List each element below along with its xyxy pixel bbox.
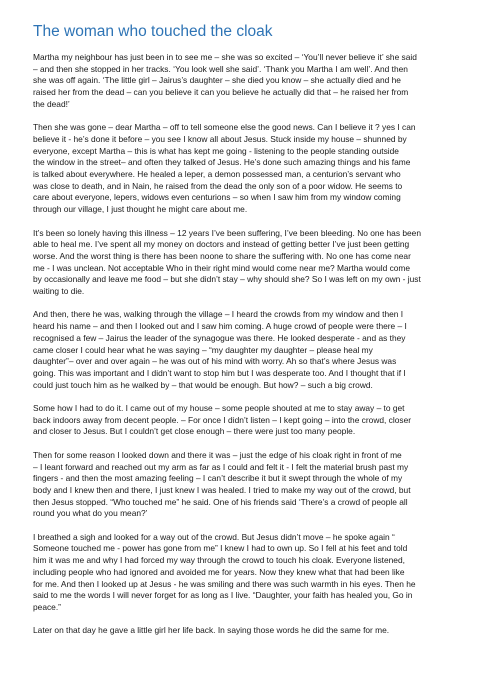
paragraph-2: Then she was gone – dear Martha – off to tell someone else the good news. Can I believe it ? yes I can believe it - he’s done it before – you see I know all about Jesus. Stuck inside my house – shunned by everyone, except Martha – this is what has kept me going - listening to the people standing outside the window in the street– and often they talked of Jesus. He’s done such amazing things and his fame is talked about everywhere. He healed a leper, a demon possessed man, a centurion’s servant who was close to death, and in Nain, he raised from the dead the only son of a poor widow. He seems to care about everyone, lepers, widows even centurions – so when I saw him from my window coming through our village, I just thought he might care about me. [33,122,416,215]
paragraph-6: Then for some reason I looked down and there it was – just the edge of his cloak right in front of me – I leant forward and reached out my arm as far as I could and felt it - I felt the material brush past my fingers - and then the most amazing feeling – I can’t describe it but it swept through the whole of my body and I knew then and there, I just knew I was healed. I tried to make my way out of the crowd, but then Jesus stopped. “Who touched me” he said. One of his friends said ‘There’s a crowd of people all round you what do you mean?’ [33,449,411,519]
paragraph-7: I breathed a sigh and looked for a way out of the crowd. But Jesus didn’t move – he spoke again “ Someone touched me - power has gone from me” I knew I had to own up. So I fell at his feet and told him it was me and why I had forced my way through the crowd to touch his cloak. Everyone listened, including people who had ignored and avoided me for years. Now they knew what that had been like for me. And then I looked up at Jesus - he was smiling and there was such warmth in his eyes. Then he said to me the words I will never forget for as long as I live. “Daughter, your faith has healed you, Go in peace.” [33,531,416,612]
paragraph-3: It’s been so lonely having this illness – 12 years I’ve been suffering, I’ve been bleeding. No one has been able to heal me. I’ve spent all my money on doctors and instead of getting better I’ve just been getting worse. And the worst thing is there has been noone to share the suffering with. No one has come near me - I was unclean. Not acceptable Who in their right mind would come near me? Martha would come by occasionally and leave me food – but she didn’t stay – why should she? So I was left on my own - just waiting to die. [33,227,421,297]
document-title: The woman who touched the cloak [33,23,273,40]
paragraph-1: Martha my neighbour has just been in to see me – she was so excited – ‘You’ll never believe it’ she said – and then she stopped in her tracks. ‘You look well she said’. ‘Thank you Martha I am well’. And then she was off again. ‘The little girl – Jairus’s daughter – she died you know – she actually died and he raised her from the dead – can you believe it can you believe he actually did that – he raised her from the dead!’ [33,52,417,109]
paragraph-4: And then, there he was, walking through the village – I heard the crowds from my window and then I heard his name – and then I looked out and I saw him coming. A huge crowd of people were there – I recognised a few – Jairus the leader of the synagogue was there. He looked desperate - and as they came closer I could hear what he was saying – “my daughter my daughter – please heal my daughter”– over and over again – he was out of his mind with worry. Ah so that’s where Jesus was going. This was important and I didn’t want to stop him but I was desperate too. And I thought that if I could just touch him as he walked by – that would be enough. But how? – such a big crowd. [33,309,407,390]
paragraph-5: Some how I had to do it. I came out of my house – some people shouted at me to stay away – to get back indoors away from decent people. – For once I didn’t listen – I kept going – into the crowd, closer and closer to Jesus. But I couldn’t get close enough – there were just too many people. [33,403,412,437]
paragraph-8: Later on that day he gave a little girl her life back. In saying those words he did the same for me. [33,625,390,636]
document-page [33,22,458,649]
